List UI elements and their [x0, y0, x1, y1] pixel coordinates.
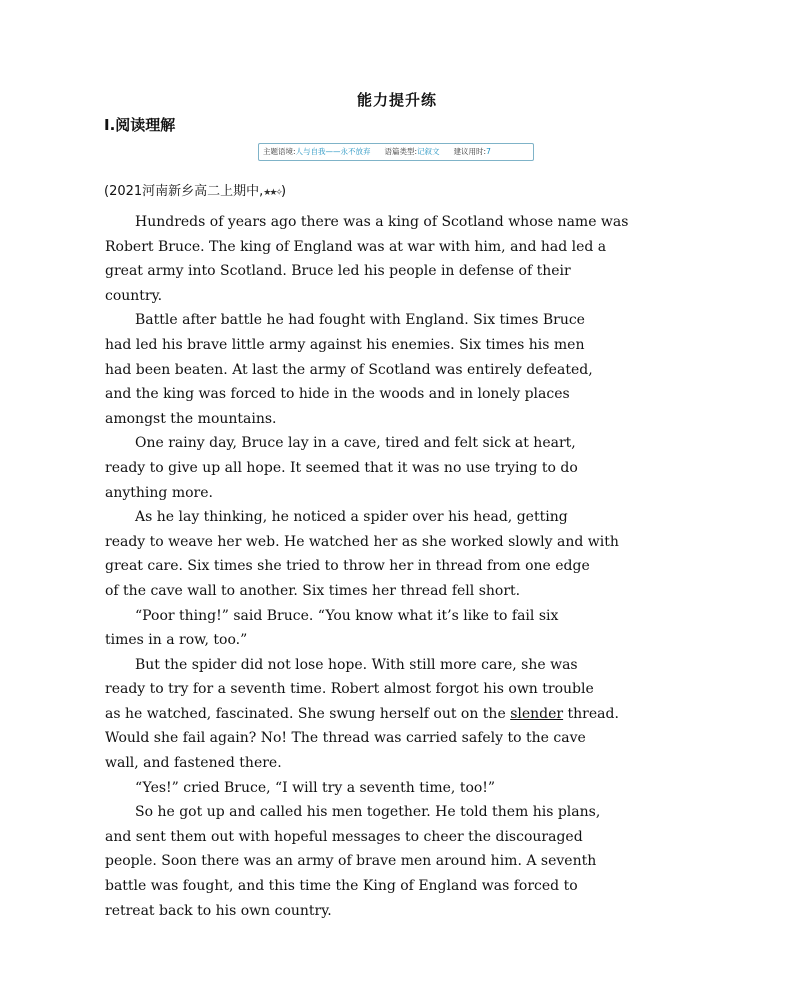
section-heading: Ⅰ.阅读理解 — [104, 116, 176, 134]
paragraph: Hundreds of years ago there was a king of Scotland whose name was Robert Bruce. The king of England was at war with him, and had led a great army into Scotland. Bruce led his people in defense of their country. — [105, 214, 629, 304]
paragraph: Battle after battle he had fought with England. Six times Bruce had led his brave little army against his enemies. Six times his men had been beaten. At last the army of Scotland was entirely defeated, and the king was forced to hide in the woods and in lonely places amongst the mountains. — [105, 312, 593, 427]
underlined-word: slender — [510, 705, 564, 722]
theme-value: 人与自我——永不放弃 — [295, 147, 371, 156]
passage — [105, 210, 705, 923]
paragraph-part: But the spider did not lose hope. With still more care, she was ready to try for a seventh time. Robert almost forgot his own trouble as he watched, fascinated. She swung herself out on the — [105, 656, 594, 722]
info-bar — [258, 143, 534, 161]
paragraph: As he lay thinking, he noticed a spider over his head, getting ready to weave her web. He watched her as she worked slowly and with great care. Six times she tried to throw her in thread from one edge of the cave wall to another. Six times her thread fell short. — [105, 509, 619, 599]
star-icon: ★★✧ — [263, 188, 281, 198]
paragraph — [105, 653, 705, 776]
paragraph: “Yes!” cried Bruce, “I will try a seventh time, too!” — [135, 779, 496, 796]
source-text: (2021河南新乡高二上期中, — [104, 184, 264, 199]
theme-label: 主题语境: — [263, 147, 296, 156]
paragraph: “Poor thing!” said Bruce. “You know what it’s like to fail six times in a row, too.” — [105, 607, 559, 649]
page-title: 能力提升练 — [356, 91, 437, 109]
source-close: ) — [280, 184, 287, 199]
paragraph: So he got up and called his men together. He told them his plans, and sent them out with hopeful messages to cheer the discouraged people. Soon there was an army of brave men around him. A seventh battle was fought, and this time the King of England was forced to retreat back to his own country. — [105, 804, 601, 919]
time-value: 7 — [486, 147, 491, 156]
time-label: 建议用时: — [453, 147, 487, 156]
paragraph: One rainy day, Bruce lay in a cave, tired and felt sick at heart, ready to give up all hope. It seemed that it was no use trying to do anything more. — [105, 435, 578, 501]
paragraph-part: thread. Would she fail again? No! The thread was carried safely to the cave wall, and fastened there. — [105, 705, 619, 772]
genre-value: 记叙文 — [417, 147, 440, 156]
source-line — [104, 180, 286, 199]
genre-label: 语篇类型: — [384, 147, 418, 156]
